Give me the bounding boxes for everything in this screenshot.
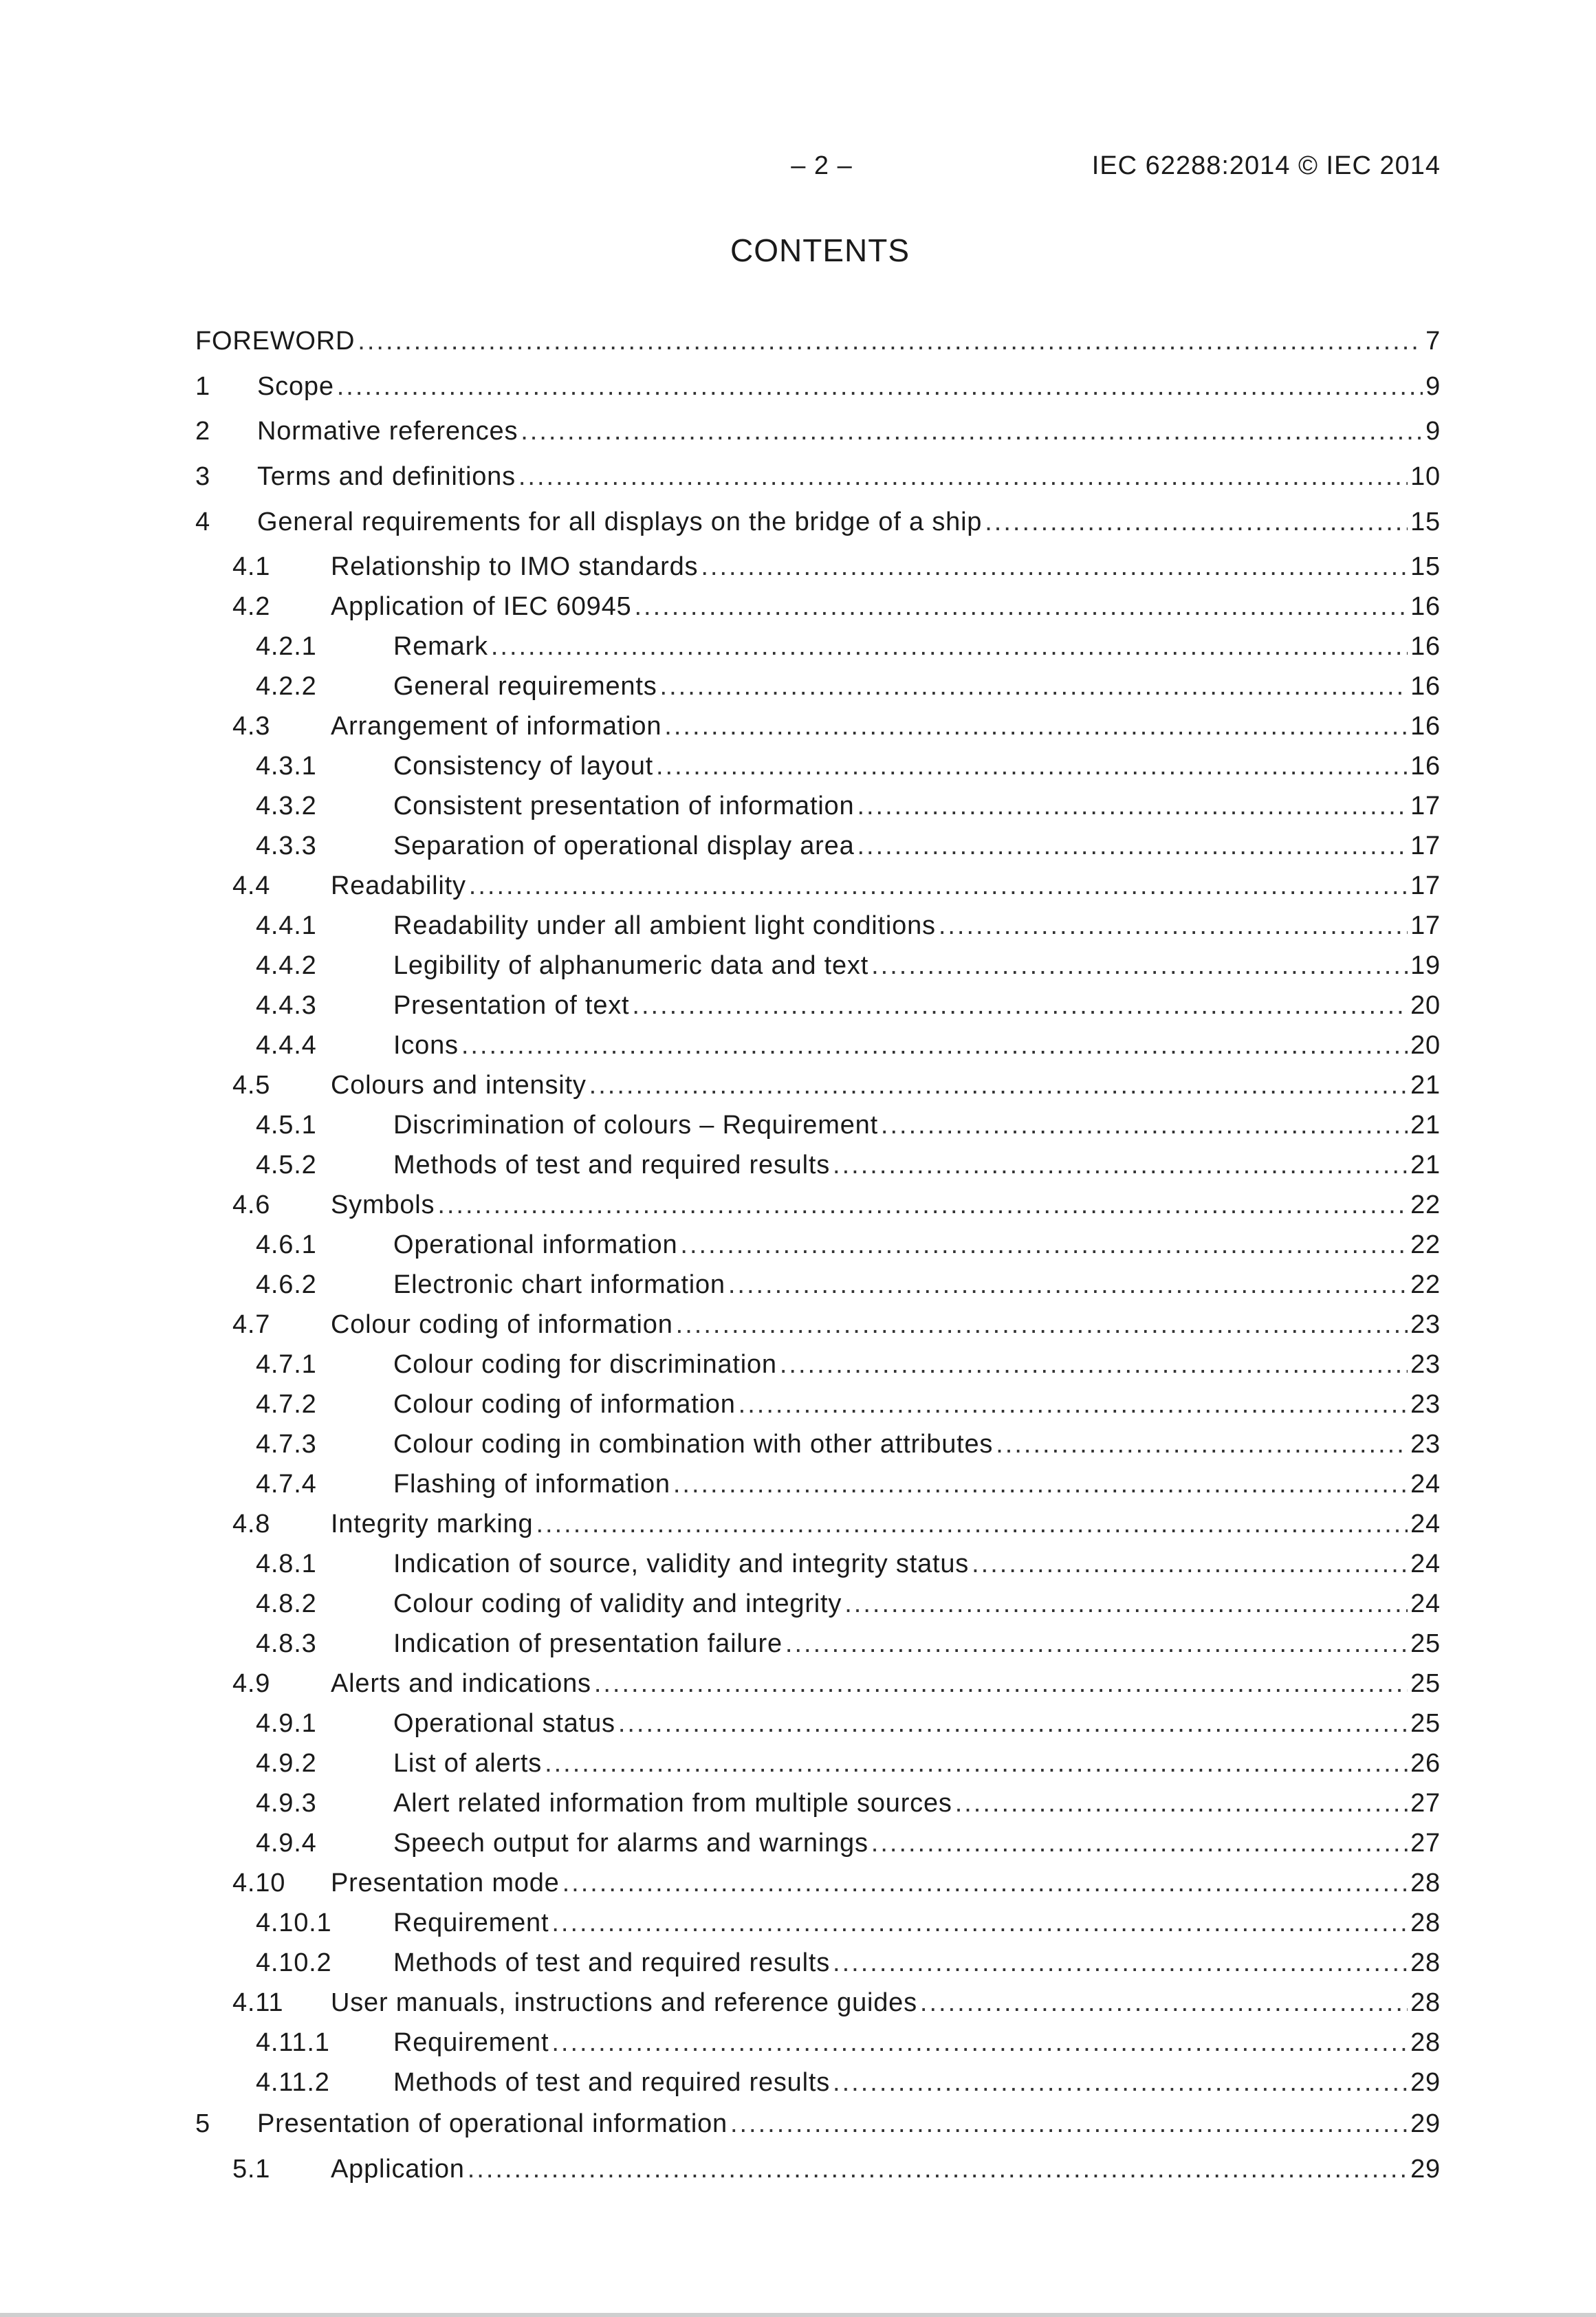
toc-entry[interactable] [0,1107,1596,1143]
toc-dot-leader [545,1745,1408,1781]
toc-dot-leader [871,948,1408,983]
toc-page-number: 22 [1410,1270,1441,1299]
toc-section-number: 4.2.2 [256,672,317,701]
toc-section-title: Legibility of alphanumeric data and text [393,951,869,980]
toc-section-number: 4 [195,508,210,536]
toc-section-number: 4.11.1 [256,2028,330,2057]
toc-dot-leader [871,1825,1408,1861]
toc-page-number: 23 [1410,1390,1441,1419]
toc-section-number: 4.3.3 [256,831,317,860]
toc-section-number: 4.6 [232,1190,271,1219]
toc-section-number: 4.7.3 [256,1430,317,1459]
toc-section-number: 4.4.1 [256,911,317,940]
toc-section-title: Presentation of text [393,991,630,1020]
toc-section-number: 4.9 [232,1669,271,1698]
toc-page-number: 17 [1410,792,1441,820]
toc-entry[interactable] [0,1426,1596,1462]
page-header [0,0,1596,179]
toc-entry[interactable] [0,1147,1596,1183]
toc-dot-leader [562,1865,1408,1901]
toc-page-number: 27 [1410,1829,1441,1858]
toc-section-number: 4.10 [232,1869,286,1897]
toc-section-number: 3 [195,462,210,491]
toc-entry[interactable] [0,868,1596,904]
toc-dot-leader [656,748,1408,784]
toc-entry[interactable] [0,1985,1596,2021]
toc-section-title: Colour coding in combination with other attributes [393,1430,994,1459]
document-id: IEC 62288:2014 © IEC 2014 [1091,151,1441,180]
toc-section-number: 4.5.2 [256,1151,317,1179]
toc-section-number: 4.4.3 [256,991,317,1020]
toc-section-number: 4.11.2 [256,2068,330,2097]
toc-dot-leader [730,2106,1408,2142]
toc-page-number: 21 [1410,1111,1441,1140]
toc-dot-leader [676,1307,1408,1342]
toc-entry[interactable] [0,1745,1596,1781]
toc-dot-leader [939,908,1408,944]
toc-section-title: Scope [257,372,334,401]
toc-section-number: 4.8.2 [256,1589,317,1618]
toc-section-number: 4.1 [232,552,271,581]
toc-dot-leader [551,2025,1408,2060]
toc-page-number: 16 [1410,592,1441,621]
toc-section-number: 4.7.2 [256,1390,317,1419]
toc-dot-leader [518,459,1408,494]
toc-section-title: Methods of test and required results [393,2068,831,2097]
toc-dot-leader [469,868,1408,904]
toc-section-number: 4.8.3 [256,1629,317,1658]
toc-page-number: 25 [1410,1669,1441,1698]
toc-section-number: 4.10.1 [256,1908,332,1937]
toc-section-title: Application [331,2155,465,2184]
toc-dot-leader [955,1785,1408,1821]
toc-section-title: Indication of source, validity and integrity status [393,1549,970,1578]
toc-page-number: 29 [1410,2155,1441,2184]
toc-section-title: General requirements [393,672,657,701]
toc-section-number: 4.5.1 [256,1111,317,1140]
toc-page-number: 21 [1410,1151,1441,1179]
toc-page-number: 19 [1410,951,1441,980]
toc-section-title: Colours and intensity [331,1071,587,1100]
contents-title: CONTENTS [730,232,910,268]
toc-entry[interactable] [0,2151,1596,2187]
toc-section-title: Separation of operational display area [393,831,855,860]
toc-dot-leader [632,988,1408,1023]
toc-section-title: Normative references [257,417,518,446]
toc-section-title: Application of IEC 60945 [331,592,632,621]
toc-page-number: 17 [1410,831,1441,860]
toc-section-title: Electronic chart information [393,1270,725,1299]
toc-entry[interactable] [0,369,1596,404]
toc-page-number: 16 [1410,752,1441,781]
toc-section-number: 2 [195,417,210,446]
toc-entry[interactable] [0,1945,1596,1981]
toc-page-number: 24 [1410,1549,1441,1578]
toc-section-title: Consistency of layout [393,752,653,781]
toc-section-title: Requirement [393,1908,549,1937]
toc-entry[interactable] [0,1027,1596,1063]
toc-dot-leader [589,1067,1408,1103]
toc-section-title: Remark [393,632,488,661]
toc-page-number: 23 [1410,1430,1441,1459]
toc-dot-leader [618,1706,1408,1741]
toc-dot-leader [358,323,1423,359]
toc-page-number: 24 [1410,1589,1441,1618]
toc-section-title: General requirements for all displays on the bridge of a ship [257,508,983,536]
toc-dot-leader [920,1985,1408,2021]
toc-entry[interactable] [0,1067,1596,1103]
toc-section-title: Presentation mode [331,1869,560,1897]
toc-page-number: 23 [1410,1350,1441,1379]
toc-section-number: 4.3.2 [256,792,317,820]
toc-section-number: 4.7.4 [256,1470,317,1499]
toc-page-number: 21 [1410,1071,1441,1100]
toc-page-number: 15 [1410,552,1441,581]
toc-section-number: 4.4 [232,871,271,900]
toc-section-number: 4.6.1 [256,1230,317,1259]
toc-page-number: 9 [1425,372,1441,401]
toc-page-number: 7 [1425,327,1441,356]
toc-page-number: 22 [1410,1230,1441,1259]
toc-entry[interactable] [0,1386,1596,1422]
toc-entry[interactable] [0,459,1596,494]
toc-dot-leader [468,2151,1408,2187]
toc-dot-leader [728,1267,1408,1303]
toc-section-title: Indication of presentation failure [393,1629,783,1658]
toc-entry[interactable] [0,1905,1596,1941]
toc-dot-leader [664,708,1408,744]
toc-section-title: Consistent presentation of information [393,792,855,820]
toc-section-title: FOREWORD [195,327,356,356]
toc-section-number: 4.3.1 [256,752,317,781]
toc-entry[interactable] [0,1227,1596,1263]
toc-section-number: 4.5 [232,1071,271,1100]
toc-dot-leader [833,1945,1408,1981]
toc-entry[interactable] [0,549,1596,585]
toc-dot-leader [536,1506,1408,1542]
toc-section-number: 4.2.1 [256,632,317,661]
toc-section-title: Operational information [393,1230,678,1259]
toc-dot-leader [491,629,1408,664]
toc-dot-leader [972,1546,1408,1582]
toc-dot-leader [785,1626,1408,1662]
toc-dot-leader [551,1905,1408,1941]
toc-entry[interactable] [0,2025,1596,2060]
toc-page-number: 24 [1410,1470,1441,1499]
toc-entry[interactable] [0,708,1596,744]
toc-entry[interactable] [0,1187,1596,1223]
toc-entry[interactable] [0,1825,1596,1861]
toc-entry[interactable] [0,1546,1596,1582]
toc-entry[interactable] [0,323,1596,359]
toc-page-number: 28 [1410,1948,1441,1977]
toc-page-number: 28 [1410,1988,1441,2017]
toc-page-number: 29 [1410,2109,1441,2138]
toc-entry[interactable] [0,948,1596,983]
toc-page-number: 29 [1410,2068,1441,2097]
toc-dot-leader [437,1187,1408,1223]
toc-page-number: 23 [1410,1310,1441,1339]
toc-section-title: Terms and definitions [257,462,516,491]
toc-dot-leader [680,1227,1408,1263]
toc-section-number: 4.8.1 [256,1549,317,1578]
toc-entry[interactable] [0,908,1596,944]
toc-dot-leader [337,369,1423,404]
toc-section-title: Colour coding of information [331,1310,673,1339]
toc-dot-leader [634,589,1408,624]
toc-entry[interactable] [0,2065,1596,2100]
toc-entry[interactable] [0,2106,1596,2142]
toc-dot-leader [739,1386,1408,1422]
toc-section-title: Requirement [393,2028,549,2057]
toc-section-title: Colour coding of information [393,1390,736,1419]
toc-section-title: Operational status [393,1709,615,1738]
toc-page-number: 17 [1410,871,1441,900]
toc-section-number: 4.7.1 [256,1350,317,1379]
toc-section-number: 4.3 [232,712,271,741]
toc-page-number: 15 [1410,508,1441,536]
toc-page-number: 25 [1410,1709,1441,1738]
toc-entry[interactable] [0,748,1596,784]
toc-entry[interactable] [0,629,1596,664]
toc-section-title: Symbols [331,1190,435,1219]
toc-page-number: 28 [1410,1908,1441,1937]
toc-page-number: 9 [1425,417,1441,446]
page-number: – 2 – [791,151,853,180]
toc-section-title: Alert related information from multiple sources [393,1789,952,1818]
toc-page-number: 22 [1410,1190,1441,1219]
toc-section-number: 4.8 [232,1510,271,1538]
toc-page-number: 17 [1410,911,1441,940]
toc-page-number: 24 [1410,1510,1441,1538]
toc-section-number: 4.11 [232,1988,284,2017]
toc-entry[interactable] [0,413,1596,449]
toc-page-number: 16 [1410,712,1441,741]
toc-dot-leader [701,549,1408,585]
toc-entry[interactable] [0,1267,1596,1303]
toc-section-title: Methods of test and required results [393,1948,831,1977]
toc-section-title: Alerts and indications [331,1669,591,1698]
toc-dot-leader [521,413,1423,449]
toc-dot-leader [660,668,1408,704]
toc-page-number: 16 [1410,632,1441,661]
toc-dot-leader [985,504,1408,540]
toc-section-title: List of alerts [393,1749,543,1778]
toc-section-number: 1 [195,372,210,401]
toc-section-title: Discrimination of colours – Requirement [393,1111,878,1140]
toc-dot-leader [996,1426,1408,1462]
toc-dot-leader [673,1466,1408,1502]
toc-dot-leader [857,788,1408,824]
toc-dot-leader [594,1666,1408,1701]
toc-section-title: Colour coding of validity and integrity [393,1589,842,1618]
toc-page-number: 28 [1410,2028,1441,2057]
toc-dot-leader [833,2065,1408,2100]
toc-entry[interactable] [0,1666,1596,1701]
toc-entry[interactable] [0,1706,1596,1741]
toc-section-number: 4.4.4 [256,1031,317,1060]
toc-section-title: Icons [393,1031,459,1060]
toc-section-number: 4.9.3 [256,1789,317,1818]
toc-entry[interactable] [0,988,1596,1023]
toc-dot-leader [780,1347,1408,1382]
toc-entry[interactable] [0,1506,1596,1542]
toc-section-number: 4.2 [232,592,271,621]
toc-page-number: 20 [1410,1031,1441,1060]
toc-section-title: Arrangement of information [331,712,662,741]
toc-entry[interactable] [0,788,1596,824]
toc-section-number: 4.4.2 [256,951,317,980]
toc-entry[interactable] [0,1626,1596,1662]
toc-section-number: 4.9.1 [256,1709,317,1738]
toc-section-number: 4.9.4 [256,1829,317,1858]
toc-page-number: 16 [1410,672,1441,701]
toc-dot-leader [833,1147,1408,1183]
toc-entry[interactable] [0,828,1596,864]
toc-section-title: Relationship to IMO standards [331,552,699,581]
toc-dot-leader [881,1107,1408,1143]
toc-dot-leader [844,1586,1408,1622]
toc-entry[interactable] [0,1785,1596,1821]
toc-page-number: 10 [1410,462,1441,491]
toc-entry[interactable] [0,1347,1596,1382]
toc-section-title: Integrity marking [331,1510,534,1538]
toc-page-number: 25 [1410,1629,1441,1658]
toc-entry[interactable] [0,504,1596,540]
toc-page-number: 28 [1410,1869,1441,1897]
toc-entry[interactable] [0,1307,1596,1342]
toc-entry[interactable] [0,668,1596,704]
toc-entry[interactable] [0,1466,1596,1502]
toc-section-title: Colour coding for discrimination [393,1350,777,1379]
page-bottom-edge [0,2313,1596,2317]
toc-page-number: 20 [1410,991,1441,1020]
toc-section-title: Flashing of information [393,1470,670,1499]
toc-entry[interactable] [0,1865,1596,1901]
toc-dot-leader [461,1027,1408,1063]
toc-section-number: 4.9.2 [256,1749,317,1778]
toc-page-number: 26 [1410,1749,1441,1778]
toc-entry[interactable] [0,1586,1596,1622]
toc-section-title: User manuals, instructions and reference guides [331,1988,917,2017]
toc-section-title: Methods of test and required results [393,1151,831,1179]
toc-section-title: Readability [331,871,466,900]
toc-dot-leader [857,828,1408,864]
toc-section-title: Presentation of operational information [257,2109,728,2138]
toc-section-number: 5 [195,2109,210,2138]
toc-section-number: 4.10.2 [256,1948,332,1977]
toc-section-title: Speech output for alarms and warnings [393,1829,868,1858]
toc-section-number: 4.6.2 [256,1270,317,1299]
toc-section-number: 4.7 [232,1310,271,1339]
toc-section-number: 5.1 [232,2155,271,2184]
toc-entry[interactable] [0,589,1596,624]
toc-page-number: 27 [1410,1789,1441,1818]
toc-section-title: Readability under all ambient light conditions [393,911,936,940]
